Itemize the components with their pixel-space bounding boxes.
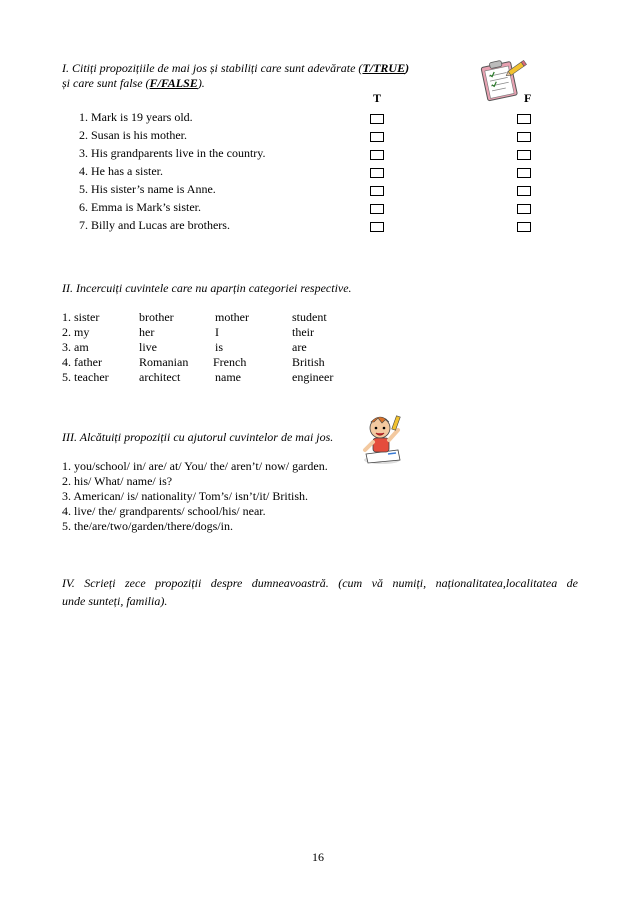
word-row-2-col-4[interactable]: their [292,325,314,339]
section1-line1-suffix: ) [405,61,410,75]
section1-instruction-line2 [62,76,205,91]
word-row-3-col-3[interactable]: is [215,340,224,354]
word-row-1-col-2[interactable]: brother [139,310,174,324]
false-checkbox-7[interactable] [517,222,531,232]
statement-item-6: 6. Emma is Mark’s sister. [79,200,201,214]
false-checkbox-1[interactable] [517,114,531,124]
true-checkbox-5[interactable] [370,186,384,196]
false-checkbox-3[interactable] [517,150,531,160]
word-row-3-col-2[interactable]: live [139,340,157,354]
sentence-item-1: 1. you/school/ in/ are/ at/ You/ the/ aren’t/ now/ garden. [62,459,328,473]
section1-line1-prefix: I. Citiți propozițiile de mai jos și stabiliți care sunt adevărate ( [62,61,363,75]
word-row-4-col-2[interactable]: Romanian [139,355,189,369]
word-row-4-col-4[interactable]: British [292,355,325,369]
statement-item-3: 3. His grandparents live in the country. [79,146,266,160]
word-row-2-col-2[interactable]: her [139,325,155,339]
section1-true-label: T/TRUE [362,61,406,75]
word-row-4-col-3[interactable]: French [213,355,247,369]
section1-false-label: F/FALSE [149,76,198,90]
section1-instruction-line1 [62,61,409,76]
section1-line2-suffix: ). [197,76,205,90]
false-checkbox-4[interactable] [517,168,531,178]
section3-title: III. Alcătuiți propoziții cu ajutorul cuvintelor de mai jos. [62,430,334,444]
statement-item-2: 2. Susan is his mother. [79,128,188,142]
sentence-item-4: 4. live/ the/ grandparents/ school/his/ near. [62,504,266,518]
word-row-5-col-4[interactable]: engineer [292,370,334,384]
true-checkbox-6[interactable] [370,204,384,214]
true-checkbox-1[interactable] [370,114,384,124]
sentence-item-5: 5. the/are/two/garden/there/dogs/in. [62,519,233,533]
clipboard-pencil-icon [478,56,528,102]
false-column-header: F [524,91,532,105]
true-checkbox-7[interactable] [370,222,384,232]
sentence-item-2: 2. his/ What/ name/ is? [62,474,173,488]
false-checkbox-2[interactable] [517,132,531,142]
word-row-5-col-3[interactable]: name [215,370,241,384]
cartoon-kid-writing-icon [358,410,406,466]
section1-line2-prefix: și care sunt false ( [62,76,150,90]
word-row-1-col-4[interactable]: student [292,310,327,324]
statement-item-4: 4. He has a sister. [79,164,163,178]
false-checkbox-5[interactable] [517,186,531,196]
statement-item-7: 7. Billy and Lucas are brothers. [79,218,230,232]
page-number: 16 [312,850,324,864]
sentence-item-3: 3. American/ is/ nationality/ Tom’s/ isn’t/it/ British. [62,489,309,503]
section4-instruction-line2: unde sunteți, familia). [62,594,168,608]
false-checkbox-6[interactable] [517,204,531,214]
word-row-3-col-4[interactable]: are [292,340,307,354]
word-row-3-col-1[interactable]: 3. am [62,340,89,354]
statement-item-5: 5. His sister’s name is Anne. [79,182,216,196]
statement-item-1: 1. Mark is 19 years old. [79,110,193,124]
section4-instruction-line1: IV. Scrieți zece propoziții despre dumneavoastră. (cum vă numiți, naționalitatea,localitatea de [62,576,578,590]
true-checkbox-4[interactable] [370,168,384,178]
word-row-2-col-1[interactable]: 2. my [62,325,90,339]
true-column-header: T [373,91,382,105]
word-row-5-col-2[interactable]: architect [139,370,181,384]
section2-title: II. Incercuiți cuvintele care nu aparțin categoriei respective. [62,281,352,295]
true-checkbox-3[interactable] [370,150,384,160]
word-row-4-col-1[interactable]: 4. father [62,355,102,369]
word-row-5-col-1[interactable]: 5. teacher [62,370,109,384]
word-row-2-col-3[interactable]: I [215,325,219,339]
word-row-1-col-1[interactable]: 1. sister [62,310,100,324]
word-row-1-col-3[interactable]: mother [215,310,249,324]
true-checkbox-2[interactable] [370,132,384,142]
